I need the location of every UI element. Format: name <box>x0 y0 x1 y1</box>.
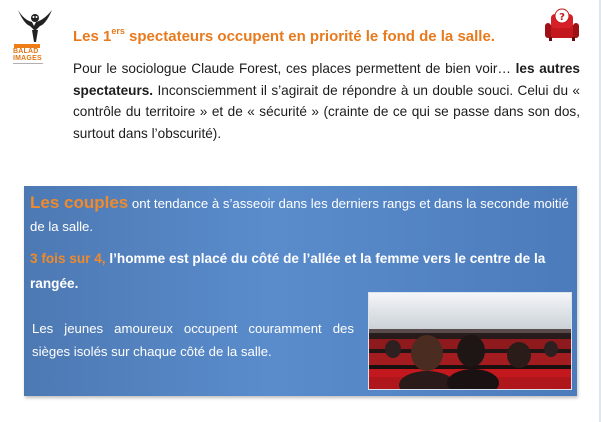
couples-text: ont tendance à s’asseoir dans les derniers rangs et dans la seconde moitié de la salle. <box>30 196 569 234</box>
title-superscript: ers <box>111 26 125 36</box>
balad-images-logo <box>10 6 60 66</box>
ratio-paragraph <box>30 246 574 296</box>
intro-bold: les autres spectateurs. <box>73 61 580 98</box>
page-title <box>73 26 495 45</box>
owl-logo-icon <box>10 6 60 46</box>
svg-text:?: ? <box>559 12 565 23</box>
title-rest: spectateurs occupent en priorité le fond de la salle. <box>124 28 495 45</box>
lovers-paragraph: Les jeunes amoureux occupent couramment des sièges isolés sur chaque côté de la salle. <box>32 321 354 359</box>
intro-text-2: Inconsciemment il s’agirait de répondre à un double souci. Celui du « contrôle du territoire » et de « sécurité » (crainte de ce qui se passe dans son dos, surtout dans l’obscurité). <box>73 82 580 141</box>
red-armchair-question-icon <box>543 8 581 42</box>
title-prefix: Les 1 <box>73 28 112 45</box>
ratio-text: l’homme est placé du côté de l’allée et la femme vers le centre de la rangée. <box>30 251 546 291</box>
couples-label: Les couples <box>30 193 129 212</box>
intro-paragraph <box>73 58 580 144</box>
logo-text: BALAD IMAGES <box>13 48 42 62</box>
intro-text-1: Pour le sociologue Claude Forest, ces places permettent de bien voir… <box>73 61 516 76</box>
info-panel <box>24 186 577 396</box>
cinema-audience-photo <box>368 292 572 390</box>
couples-paragraph <box>30 191 574 238</box>
ratio-label: 3 fois sur 4, <box>30 251 106 266</box>
logo-underline <box>13 63 43 64</box>
